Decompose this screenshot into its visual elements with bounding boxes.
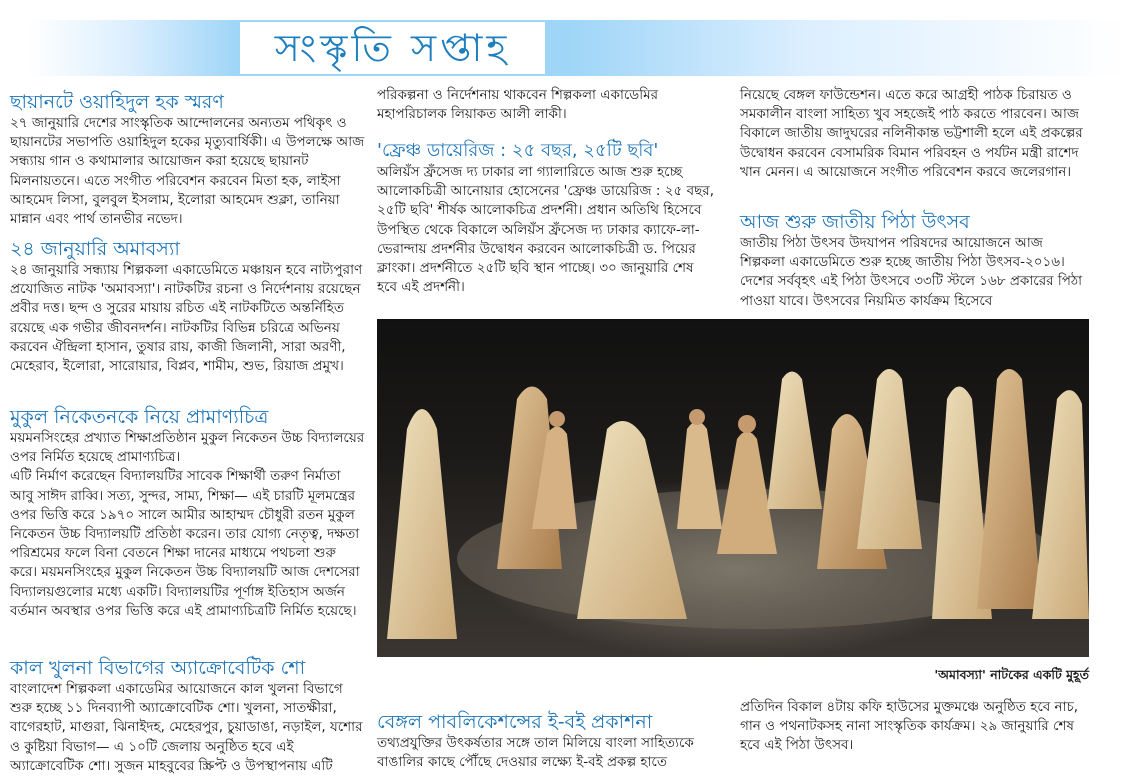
photo-caption: 'অমাবস্যা' নাটকের একটি মুহূর্ত bbox=[934, 667, 1089, 682]
article-body: ময়মনসিংহের প্রখ্যাত শিক্ষাপ্রতিষ্ঠান মুকুল নিকেতন উচ্চ বিদ্যালয়ের ওপর নির্মিত হয়েছে প্রামাণ্যচিত্র। এটি নির্মাণ করেছেন বিদ্যালয়টির সাবেক শিক্ষার্থী তরুণ নির্মাতা আবু সাঈদ রাব্বি। সত্য, সুন্দর, সাম্য, শিক্ষা— এই চারটি মূলমন্ত্রের ওপর ভিত্তি করে ১৯৭০ সালে আমীর আহাম্মদ চৌধুরী রতন মুকুল নিকেতন উচ্চ বিদ্যালয়টি প্রতিষ্ঠা করেন। তার যোগ্য নেতৃত্ব, দক্ষতা পরিশ্রমের ফলে বিনা বেতনে শিক্ষা দানের মাধ্যমে পথচলা শুরু করে। ময়মনসিংহের মুকুল নিকেতন উচ্চ বিদ্যালয়টি আজ দেশসেরা বিদ্যালয়গুলোর মধ্যে একটি। বিদ্যালয়টির পূর্ণাঙ্গ ইতিহাস অর্জন বর্তমান অবস্থার ওপর ভিত্তি করে এই প্রামাণ্যচিত্রটি নির্মিত হয়েছে। bbox=[10, 430, 365, 619]
section-banner bbox=[8, 20, 1125, 76]
article-body: প্রতিদিন বিকাল ৪টায় কফি হাউসের মুক্তমঞ্চে অনুষ্ঠিত হবে নাচ, গান ও পথনাটকসহ নানা সাংস্কৃতিক কার্যক্রম। ২৯ জানুয়ারি শেষ হবে এই পিঠা উৎসব। bbox=[740, 699, 1079, 754]
article-headline: মুকুল নিকেতনকে নিয়ে প্রামাণ্যচিত্র bbox=[10, 406, 269, 428]
performer-figure bbox=[977, 369, 1042, 609]
article-headline: 'ফ্রেঞ্চ ডায়েরিজ : ২৫ বছর, ২৫টি ছবি' bbox=[377, 140, 659, 161]
performer-figure bbox=[677, 409, 722, 529]
article-body: জাতীয় পিঠা উৎসব উদযাপন পরিষদের আয়োজনে আজ শিল্পকলা একাডেমিতে শুরু হচ্ছে জাতীয় পিঠা উৎসব-২০১৬। দেশের সর্ববৃহৎ এই পিঠা উৎসবে ৩৩টি স্টলে ১৬৮ প্রকারের পিঠা পাওয়া যাবে। উৎসবের নিয়মিত কার্যক্রম হিসেবে bbox=[740, 235, 1082, 309]
article-body: বাংলাদেশ শিল্পকলা একাডেমির আয়োজনে কাল খুলনা বিভাগে শুরু হচ্ছে ১১ দিনব্যাপী অ্যাক্রোবেটিক শো। খুলনা, সাতক্ষীরা, বাগেরহাট, মাগুরা, ঝিনাইদহ, মেহেরপুর, চুয়াডাঙা, নড়াইল, যশোর ও কুষ্টিয়া বিভাগ— এ ১০টি জেলায় অনুষ্ঠিত হবে এই অ্যাক্রোবেটিক শো। সুজন মাহবুবের স্ক্রিপ্ট ও উপস্থাপনায় এটি bbox=[10, 681, 363, 774]
article-headline: আজ শুরু জাতীয় পিঠা উৎসব bbox=[740, 211, 970, 233]
performer-figure bbox=[1032, 390, 1089, 619]
stage-photo bbox=[377, 319, 1089, 657]
article-pitha-utsab-continued bbox=[740, 698, 1090, 756]
article-pitha-utsab bbox=[740, 210, 1090, 311]
article-body: ২৪ জানুয়ারি সন্ধ্যায় শিল্পকলা একাডেমিতে মঞ্চায়ন হবে নাট্যপুরাণ প্রযোজিত নাটক 'অমাবস্যা'। নাটকটির রচনা ও নির্দেশনায় রয়েছেন প্রবীর দত্ত। ছন্দ ও সুরের মায়ায় রচিত এই নাটকটিতে অন্তর্নিহিত রয়েছে এক গভীর জীবনদর্শন। নাটকটির বিভিন্ন চরিত্রে অভিনয় করবেন ঐন্দ্রিলা হাসান, তুষার রায়, কাজী জিলানী, সারা অরণী, মেহেরাব, ইলোরা, সারোয়ার, বিপ্লব, শামীম, শুভ, রিয়াজ প্রমুখ। bbox=[10, 262, 363, 375]
article-ebook-continued bbox=[740, 86, 1090, 182]
article-body: তথ্যপ্রযুক্তির উৎকর্ষতার সঙ্গে তাল মিলিয়ে বাংলা সাহিত্যকে বাঙালির কাছে পৌঁছে দেওয়ার লক্ষ্যে ই-বই প্রকল্প হাতে bbox=[377, 735, 694, 771]
article-acrobatic-show bbox=[10, 656, 365, 776]
article-headline: কাল খুলনা বিভাগের অ্যাক্রোবেটিক শো bbox=[10, 657, 306, 679]
performer-figure bbox=[717, 415, 777, 554]
article-french-diaries bbox=[377, 139, 717, 297]
section-title: সংস্কৃতি সপ্তাহ bbox=[240, 22, 545, 74]
stage-performers-icon bbox=[377, 319, 1089, 657]
article-body: অলিয়ঁস ফ্রঁসেজ দ্য ঢাকার লা গ্যালারিতে আজ শুরু হচ্ছে আলোকচিত্রী আনোয়ার হোসেনের 'ফ্রেঞ্চ ডায়েরিজ : ২৫ বছর, ২৫টি ছবি' শীর্ষক আলোকচিত্র প্রদর্শনী। প্রধান অতিথি হিসেবে উপস্থিত থেকে বিকালে অলিয়ঁস ফ্রঁসেজ দ্য ঢাকার ক্যাফে-লা-ভেরান্দায় প্রদর্শনীর উদ্বোধন করবেন আলোকচিত্রী ড. পিয়ের ক্লাংকা। প্রদর্শনীতে ২৫টি ছবি স্থান পাচ্ছে। ৩০ জানুয়ারি শেষ হবে এই প্রদর্শনী। bbox=[377, 164, 714, 296]
article-acrobatic-show-continued bbox=[377, 86, 712, 124]
article-headline: বেঙ্গল পাবলিকেশন্সের ই-বই প্রকাশনা bbox=[377, 711, 653, 733]
article-body: ২৭ জানুয়ারি দেশের সাংস্কৃতিক আন্দোলনের অন্যতম পথিকৃৎ ও ছায়ানটের সভাপতি ওয়াহিদুল হকের মৃত্যুবার্ষিকী। এ উপলক্ষে আজ সন্ধ্যায় গান ও কথামালার আয়োজন করা হয়েছে ছায়ানট মিলনায়তনে। এতে সংগীত পরিবেশন করবেন মিতা হক, লাইসা আহমেদ লিসা, বুলবুল ইসলাম, ইলোরা আহমেদ শুক্লা, তানিয়া মান্নান এবং পার্থ তানভীর নভেদ। bbox=[10, 115, 365, 228]
article-wahidul-haq bbox=[10, 90, 365, 229]
performer-figure bbox=[387, 409, 457, 639]
article-body: নিয়েছে বেঙ্গল ফাউন্ডেশন। এতে করে আগ্রহী পাঠক চিরায়ত ও সমকালীন বাংলা সাহিত্য খুব সহজেই পাঠ করতে পারবেন। আজ বিকালে জাতীয় জাদুঘরের নলিনীকান্ত ভট্টশালী হলে এই প্রকল্পের উদ্বোধন করবেন বেসামরিক বিমান পরিবহন ও পর্যটন মন্ত্রী রাশেদ খান মেনন। এ আয়োজনে সংগীত পরিবেশন করবে জলেরগান। bbox=[740, 87, 1083, 180]
article-mukul-niketan bbox=[10, 405, 365, 621]
performer-figure bbox=[767, 372, 822, 510]
article-body: পরিকল্পনা ও নির্দেশনায় থাকবেন শিল্পকলা একাডেমির মহাপরিচালক লিয়াকত আলী লাকী। bbox=[377, 87, 659, 123]
article-headline: ২৪ জানুয়ারি অমাবস্যা bbox=[10, 238, 180, 260]
article-bengal-publications bbox=[377, 710, 717, 772]
article-headline: ছায়ানটে ওয়াহিদুল হক স্মরণ bbox=[10, 91, 224, 113]
article-amabossha bbox=[10, 237, 365, 376]
